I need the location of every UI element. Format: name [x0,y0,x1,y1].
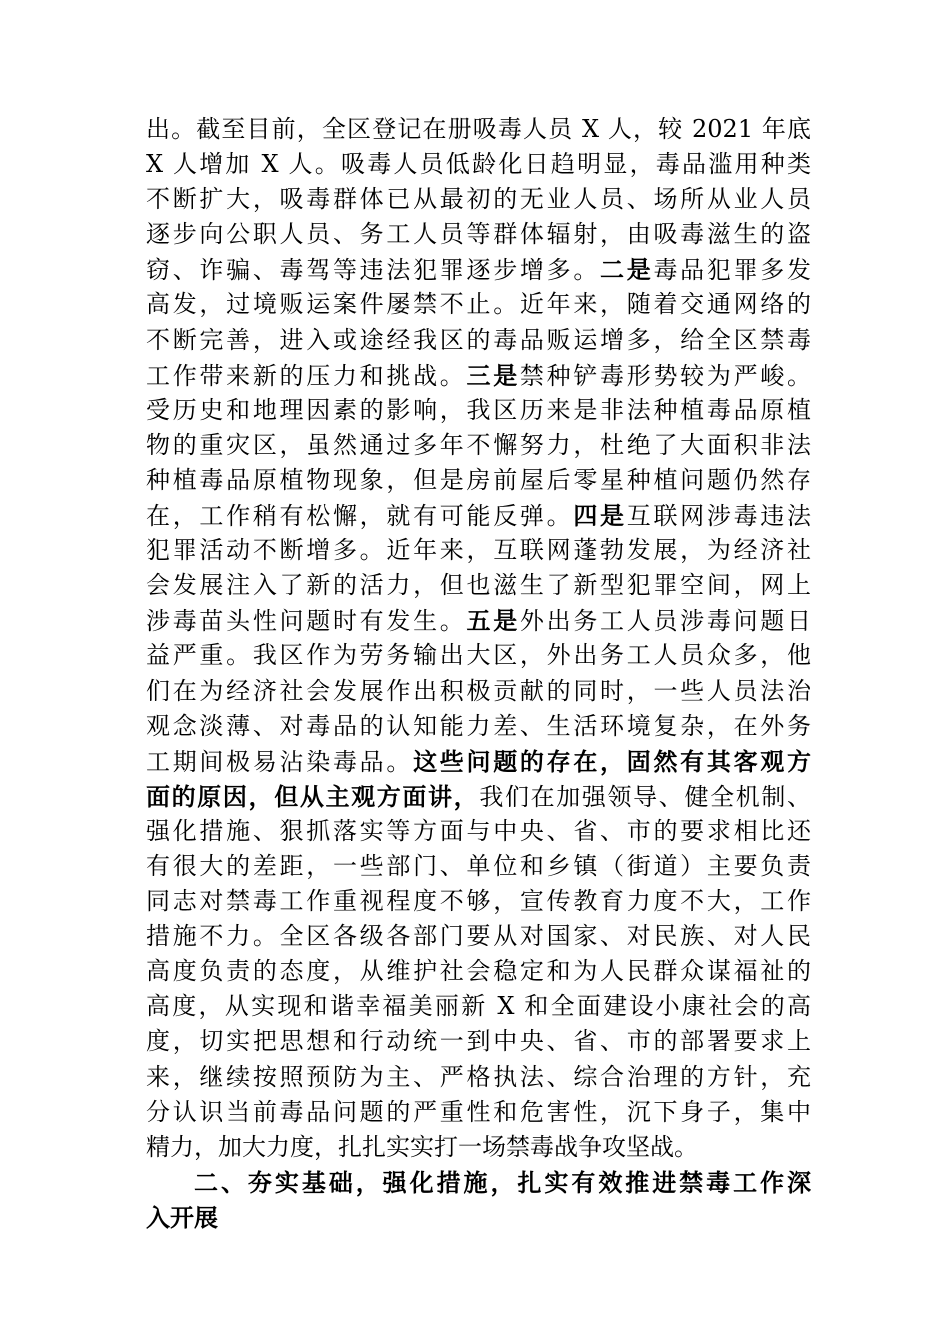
text-line: 观念淡薄、对毒品的认知能力差、生活环境复杂，在外务 [146,711,811,740]
text-line: 出。截至目前，全区登记在册吸毒人员 X 人，较 2021 年底 [146,115,811,143]
text-line: 会发展注入了新的活力，但也滋生了新型犯罪空间，网上 [146,571,811,600]
bold-marker-4: 四是 [573,501,627,531]
text-line: 种植毒品原植物现象，但是房前屋后零星种植问题仍然存 [146,465,811,494]
text-segment: 互联网涉毒违法 [626,502,812,531]
text-segment: 窃、诈骗、毒驾等违法犯罪逐步增多。 [146,256,601,285]
text-line: 来，继续按照预防为主、严格执法、综合治理的方针，充 [146,1062,811,1091]
bold-sentence: 这些问题的存在，固然有其客观方 [413,746,812,776]
text-line: 同志对禁毒工作重视程度不够，宣传教育力度不大，工作 [146,887,811,916]
bold-sentence: 面的原因，但从主观方面讲， [146,781,480,811]
text-segment: 工作带来新的压力和挑战。 [146,361,467,390]
text-line: X 人增加 X 人。吸毒人员低龄化日趋明显，毒品滥用种类 [146,150,811,179]
text-segment: 我们在加强领导、健全机制、 [479,782,812,811]
section-heading: 入开展 [146,1202,218,1232]
text-line: 受历史和地理因素的影响，我区历来是非法种植毒品原植 [146,395,811,424]
text-line: 度，切实把思想和行动统一到中央、省、市的部署要求上 [146,1027,811,1056]
text-line: 高度负责的态度，从维护社会稳定和为人民群众谋福祉的 [146,957,811,986]
text-line [146,744,811,779]
text-line [146,358,811,393]
text-segment: 禁种铲毒形势较为严峻。 [519,361,812,390]
body-text [146,112,811,1235]
text-line: 分认识当前毒品问题的严重性和危害性，沉下身子，集中 [146,1097,811,1126]
text-line: 益严重。我区作为劳务输出大区，外出务工人员众多，他 [146,641,811,670]
bold-marker-5: 五是 [466,606,520,636]
text-line [146,603,811,638]
text-line: 措施不力。全区各级各部门要从对国家、对民族、对人民 [146,922,811,951]
text-line: 不断扩大，吸毒群体已从最初的无业人员、场所从业人员 [146,185,811,214]
text-segment: 外出务工人员涉毒问题日 [519,607,812,636]
text-line: 强化措施、狠抓落实等方面与中央、省、市的要求相比还 [146,816,811,845]
text-line [146,498,811,533]
text-segment: 在，工作稍有松懈，就有可能反弹。 [146,502,574,531]
text-segment: 毒品犯罪多发 [653,256,812,285]
bold-marker-2: 二是 [600,255,654,285]
text-line: 高度，从实现和谐幸福美丽新 X 和全面建设小康社会的高 [146,992,811,1021]
bold-marker-3: 三是 [466,360,520,390]
text-line: 犯罪活动不断增多。近年来，互联网蓬勃发展，为经济社 [146,536,811,565]
text-line [146,779,811,814]
text-line: 精力，加大力度，扎扎实实打一场禁毒战争攻坚战。 [146,1132,698,1161]
text-line: 们在为经济社会发展作出积极贡献的同时，一些人员法治 [146,676,811,705]
section-heading: 二、夯实基础，强化措施，扎实有效推进禁毒工作深 [194,1167,811,1197]
text-line [146,252,811,287]
text-line: 逐步向公职人员、务工人员等群体辐射，由吸毒滋生的盗 [146,220,811,249]
text-line: 有很大的差距，一些部门、单位和乡镇（街道）主要负责 [146,851,811,880]
text-segment: 工期间极易沾染毒品。 [146,747,414,776]
text-line: 不断完善，进入或途经我区的毒品贩运增多，给全区禁毒 [146,325,811,354]
text-line: 物的重灾区，虽然通过多年不懈努力，杜绝了大面积非法 [146,430,811,459]
text-line: 高发，过境贩运案件屡禁不止。近年来，随着交通网络的 [146,290,811,319]
text-segment: 涉毒苗头性问题时有发生。 [146,607,467,636]
